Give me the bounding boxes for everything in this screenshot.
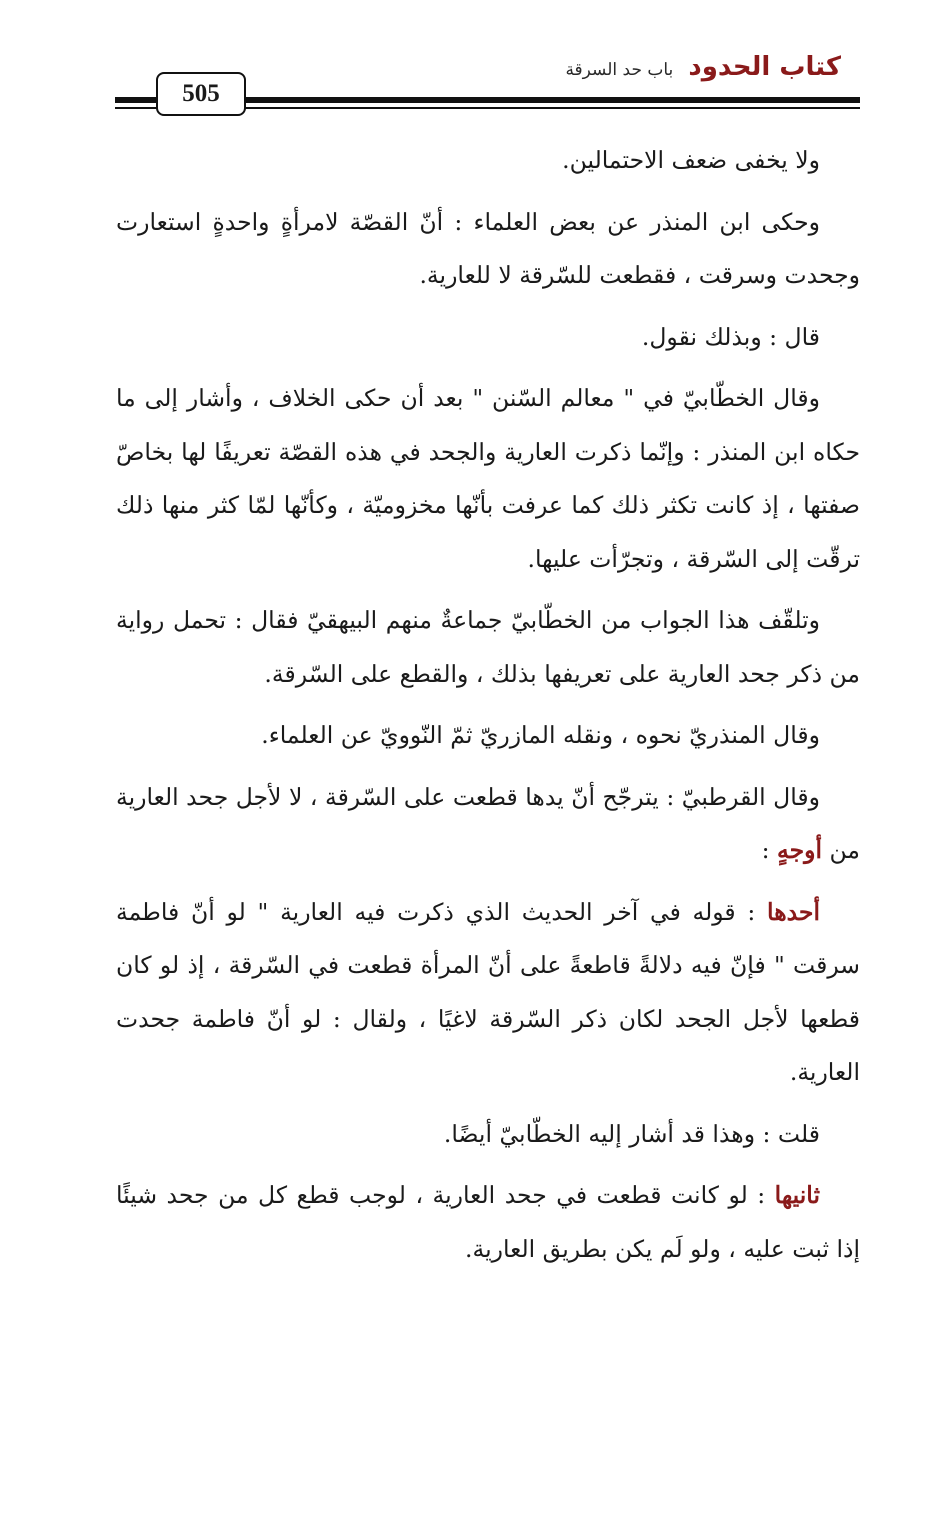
paragraph-8-text: : قوله في آخر الحديث الذي ذكرت فيه العارية " لو أنّ فاطمة سرقت " فإنّ فيه دلالةً قاطعةً على أنّ المرأة قطعت في السّرقة ، إذ لو كان قطعها لأجل الجحد لكان ذكر السّرقة لاغيًا ، ولقال : لو أنّ فاطمة جحدت العارية. (116, 897, 860, 1086)
paragraph-2: وحكى ابن المنذر عن بعض العلماء : أنّ القصّة لامرأةٍ واحدةٍ استعارت وجحدت وسرقت ، فقطعت للسّرقة لا للعارية. (116, 207, 860, 289)
paragraph-8 (116, 886, 860, 1100)
paragraph-3: قال : وبذلك نقول. (641, 322, 820, 351)
paragraph-9: قلت : وهذا قد أشار إليه الخطّابيّ أيضًا. (443, 1119, 820, 1148)
paragraph-7 (116, 771, 860, 878)
paragraph-7-text: وقال القرطبيّ : يترجّح أنّ يدها قطعت على السّرقة ، لا لأجل جحد العارية من (116, 782, 860, 864)
paragraph-10-text: : لو كانت قطعت في جحد العارية ، لوجب قطع كل من جحد شيئًا إذا ثبت عليه ، ولو لَم يكن بطريق العارية. (116, 1181, 860, 1263)
keyword-thaniha: ثانيها (774, 1181, 820, 1209)
chapter-title: باب حد السرقة (565, 60, 674, 80)
book-title: كتاب الحدود (688, 52, 841, 82)
page-header (0, 0, 945, 120)
paragraph-1: ولا يخفى ضعف الاحتمالين. (562, 146, 820, 174)
paragraph-7-end: : (761, 836, 778, 864)
paragraph-6: وقال المنذريّ نحوه ، ونقله المازريّ ثمّ النّوويّ عن العلماء. (261, 721, 820, 749)
keyword-ahaduha: أحدها (767, 897, 820, 926)
paragraph-4: وقال الخطّابيّ في " معالم السّنن " بعد أن حكى الخلاف ، وأشار إلى ما حكاه ابن المنذر : وإنّما ذكرت العارية والجحد في هذه القصّة تعريفًا لها بخاصّ صفتها ، إذ كانت تكثر ذلك كما عرفت بأنّها مخزوميّة ، وكأنّها لمّا كثر منها ذلك ترقّت إلى السّرقة ، وتجرّأت عليها. (116, 384, 860, 573)
page-body (116, 134, 860, 1284)
paragraph-10 (116, 1169, 860, 1276)
running-title (565, 52, 841, 82)
keyword-awjuh: أوجهٍ (777, 836, 823, 864)
paragraph-5: وتلقّف هذا الجواب من الخطّابيّ جماعةٌ منهم البيهقيّ فقال : تحمل رواية من ذكر جحد العارية على تعريفها بذلك ، والقطع على السّرقة. (116, 606, 860, 688)
page-number: 505 (156, 72, 246, 116)
